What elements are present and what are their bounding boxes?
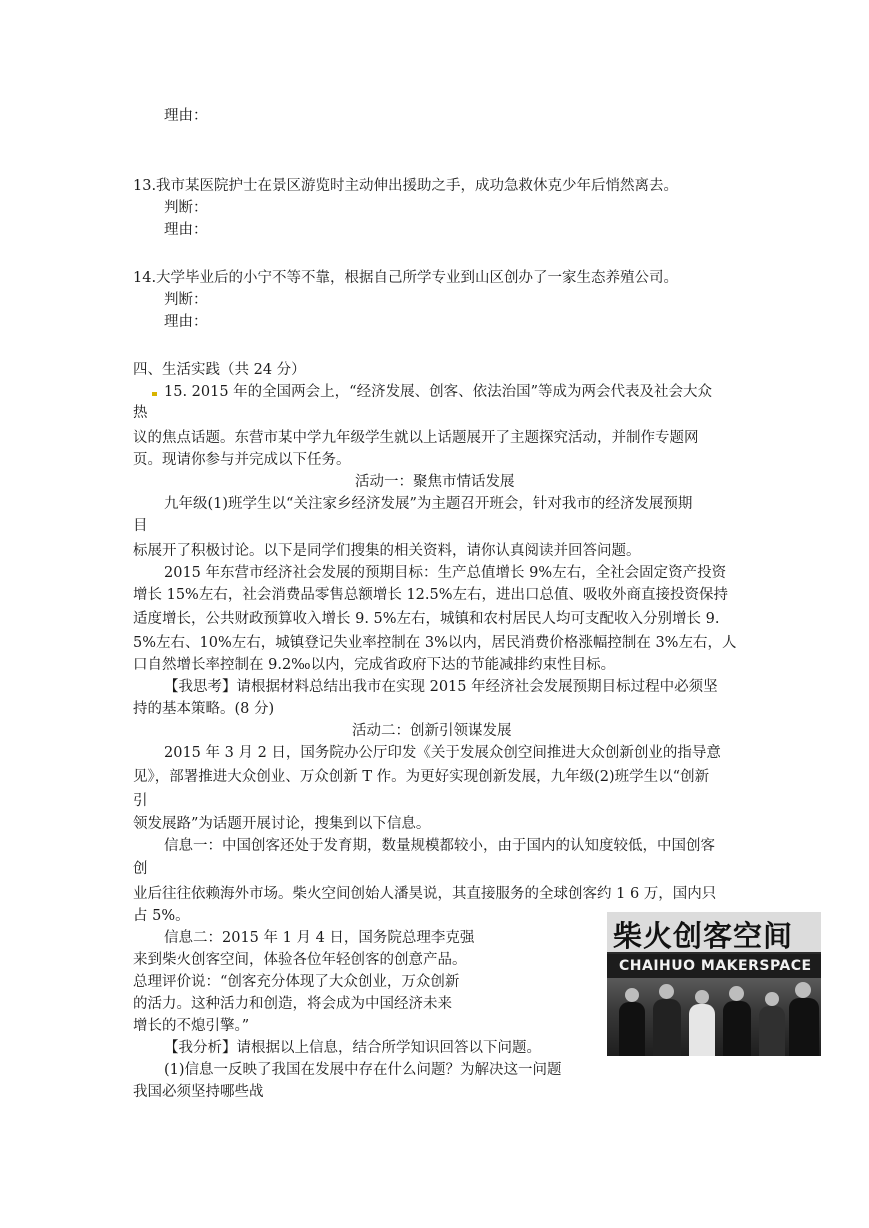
- text-line: 领发展路”为话题开展讨论，搜集到以下信息。: [133, 816, 431, 832]
- text-line: 口自然增长率控制在 9.2‰以内，完成省政府下达的节能减排约束性目标。: [133, 657, 616, 673]
- photo-scene: [607, 978, 821, 1056]
- photo-title-cn: 柴火创客空间: [613, 919, 794, 953]
- reason-label: 理由：: [164, 222, 208, 238]
- text-line: 热: [133, 405, 148, 421]
- text-line: 增长的不熄引擎。”: [133, 1018, 250, 1034]
- judgment-label: 判断：: [164, 292, 208, 308]
- task-think: 【我思考】请根据材料总结出我市在实现 2015 年经济社会发展预期目标过程中必须坚: [164, 679, 718, 695]
- activity-one-heading: 活动一：聚焦市情话发展: [355, 474, 515, 490]
- text-line: 我国必须坚持哪些战: [133, 1084, 264, 1100]
- text-line: 2015 年东营市经济社会发展的预期目标：生产总值增长 9%左右，全社会固定资产投资: [164, 565, 727, 581]
- text-line: 目: [133, 518, 148, 534]
- reason-label: 理由：: [164, 314, 208, 330]
- judgment-label: 判断：: [164, 200, 208, 216]
- text-line: 业后往往依赖海外市场。柴火空间创始人潘昊说，其直接服务的全球创客约 1 6 万，国内只: [133, 886, 717, 902]
- yellow-mark: [152, 392, 157, 396]
- activity-two-heading: 活动二：创新引领谋发展: [352, 723, 512, 739]
- text-line: 适度增长，公共财政预算收入增长 9. 5%左右，城镇和农村居民人均可支配收入分别增长 9.: [133, 611, 720, 627]
- question-14: 14.大学毕业后的小宁不等不靠，根据自己所学专业到山区创办了一家生态养殖公司。: [133, 270, 679, 286]
- question-15-line: 15. 2015 年的全国两会上，“经济发展、创客、依法治国”等成为两会代表及社会大众: [164, 384, 713, 400]
- text-line: 的活力。这种活力和创造，将会成为中国经济未来: [133, 996, 452, 1012]
- text-line: 来到柴火创客空间，体验各位年轻创客的创意产品。: [133, 952, 467, 968]
- text-line: 九年级(1)班学生以“关注家乡经济发展”为主题召开班会，针对我市的经济发展预期: [164, 496, 693, 512]
- text-line: 5%左右、10%左右，城镇登记失业率控制在 3%以内，居民消费价格涨幅控制在 3%左右，人: [133, 635, 737, 651]
- info-one: 信息一：中国创客还处于发育期，数量规模都较小，由于国内的认知度较低，中国创客: [164, 838, 715, 854]
- question-13: 13.我市某医院护士在景区游览时主动伸出援助之手，成功急救休克少年后悄然离去。: [133, 178, 679, 194]
- photo-title-en: CHAIHUO MAKERSPACE: [619, 958, 812, 974]
- text-line: 增长 15%左右，社会消费品零售总额增长 12.5%左右，进出口总值、吸收外商直接投资保持: [133, 587, 729, 603]
- text-line: 页。现请你参与并完成以下任务。: [133, 452, 351, 468]
- text-line: 总理评价说：“创客充分体现了大众创业，万众创新: [133, 974, 460, 990]
- text-line: 占 5%。: [133, 908, 190, 924]
- sub-question-1: (1)信息一反映了我国在发展中存在什么问题？为解决这一问题: [164, 1062, 562, 1078]
- info-two: 信息二：2015 年 1 月 4 日，国务院总理李克强: [164, 930, 475, 946]
- task-analyze: 【我分析】请根据以上信息，结合所学知识回答以下问题。: [164, 1040, 541, 1056]
- reason-label: 理由：: [164, 108, 208, 124]
- text-line: 创: [133, 861, 148, 877]
- makerspace-photo: [607, 912, 821, 1056]
- text-line: 持的基本策略。(8 分): [133, 701, 275, 717]
- text-line: 标展开了积极讨论。以下是同学们搜集的相关资料，请你认真阅读并回答问题。: [133, 543, 641, 559]
- text-line: 引: [133, 793, 148, 809]
- text-line: 议的焦点话题。东营市某中学九年级学生就以上话题展开了主题探究活动，并制作专题网: [133, 430, 699, 446]
- text-line: 见》，部署推进大众创业、万众创新 T 作。为更好实现创新发展，九年级(2)班学生以“创新: [133, 769, 710, 785]
- text-line: 2015 年 3 月 2 日，国务院办公厅印发《关于发展众创空间推进大众创新创业的指导意: [164, 745, 721, 761]
- section-heading: 四、生活实践（共 24 分）: [133, 362, 306, 378]
